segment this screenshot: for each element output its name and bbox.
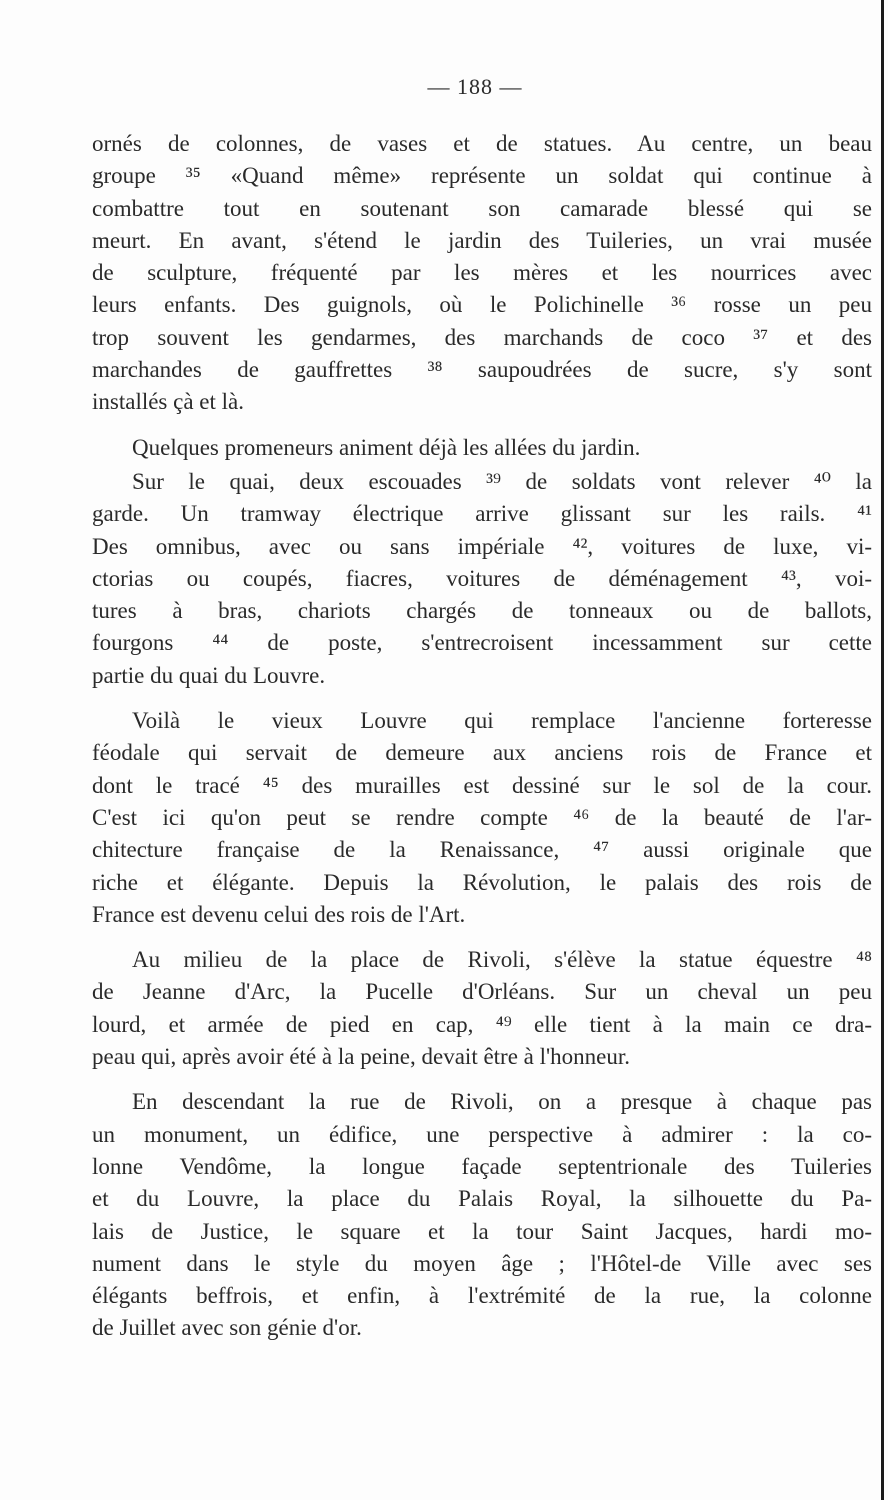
text-line: féodale qui servait de demeure aux anciens rois de France et	[92, 740, 872, 766]
text-line: Quelques promeneurs animent déjà les allées du jardin.	[132, 434, 641, 460]
text-line: Au milieu de la place de Rivoli, s'élève la statue équestre ⁴⁸	[132, 947, 872, 973]
text-line: France est devenu celui des rois de l'Art.	[92, 901, 466, 927]
text-line: peau qui, après avoir été à la peine, devait être à l'honneur.	[92, 1044, 631, 1070]
text-line: lais de Justice, le square et la tour Saint Jacques, hardi mo-	[92, 1218, 872, 1244]
text-line: ornés de colonnes, de vases et de statues. Au centre, un beau	[92, 131, 872, 156]
text-line: un monument, un édifice, une perspective à admirer : la co-	[92, 1121, 872, 1147]
paragraph-2	[92, 432, 872, 464]
text-line: Voilà le vieux Louvre qui remplace l'ancienne forteresse	[132, 708, 872, 734]
text-line: lourd, et armée de pied en cap, ⁴⁹ elle tient à la main ce dra-	[92, 1011, 872, 1037]
text-line: Sur le quai, deux escouades ³⁹ de soldats vont relever ⁴⁰ la	[132, 468, 872, 494]
paragraph-3	[92, 466, 872, 692]
text-line: fourgons ⁴⁴ de poste, s'entrecroisent incessamment sur cette	[92, 630, 872, 656]
text-line: de sculpture, fréquenté par les mères et les nourrices avec	[92, 260, 872, 286]
text-line: élégants beffrois, et enfin, à l'extrémité de la rue, la colonne	[92, 1283, 872, 1309]
text-line: marchandes de gauffrettes ³⁸ saupoudrées de sucre, s'y sont	[92, 357, 872, 383]
text-line: et du Louvre, la place du Palais Royal, la silhouette du Pa-	[92, 1186, 872, 1212]
text-line: garde. Un tramway électrique arrive glissant sur les rails. ⁴¹	[92, 501, 872, 527]
paragraph-4	[92, 705, 872, 931]
text-line: dont le tracé ⁴⁵ des murailles est dessiné sur le sol de la cour.	[92, 772, 872, 798]
text-line: partie du quai du Louvre.	[92, 662, 326, 688]
text-line: tures à bras, chariots chargés de tonneaux ou de ballots,	[92, 598, 872, 624]
text-line: En descendant la rue de Rivoli, on a presque à chaque pas	[132, 1089, 872, 1115]
paragraph-5	[92, 944, 872, 1073]
text-line: Des omnibus, avec ou sans impériale ⁴², voitures de luxe, vi-	[92, 533, 872, 559]
paragraph-1	[92, 128, 872, 419]
text-line: nument dans le style du moyen âge ; l'Hôtel-de Ville avec ses	[92, 1250, 872, 1276]
text-line: chitecture française de la Renaissance, ⁴⁷ aussi originale que	[92, 837, 872, 863]
text-line: de Juillet avec son génie d'or.	[92, 1315, 362, 1341]
text-line: installés çà et là.	[92, 389, 244, 415]
page-edge-line	[881, 0, 884, 1500]
text-line: leurs enfants. Des guignols, où le Polichinelle ³⁶ rosse un peu	[92, 292, 872, 318]
body-text	[92, 128, 872, 1345]
text-line: de Jeanne d'Arc, la Pucelle d'Orléans. Sur un cheval un peu	[92, 979, 872, 1005]
text-line: groupe ³⁵ «Quand même» représente un soldat qui continue à	[92, 163, 872, 189]
text-line: combattre tout en soutenant son camarade blessé qui se	[92, 195, 872, 221]
page-number: — 188 —	[427, 74, 523, 99]
text-line: riche et élégante. Depuis la Révolution, le palais des rois de	[92, 869, 872, 895]
paragraph-6	[92, 1086, 872, 1344]
text-line: ctorias ou coupés, fiacres, voitures de déménagement ⁴³, voi-	[92, 565, 872, 591]
text-line: lonne Vendôme, la longue façade septentrionale des Tuileries	[92, 1153, 872, 1179]
text-line: meurt. En avant, s'étend le jardin des Tuileries, un vrai musée	[92, 227, 872, 253]
text-line: trop souvent les gendarmes, des marchands de coco ³⁷ et des	[92, 324, 872, 350]
text-line: C'est ici qu'on peut se rendre compte ⁴⁶ de la beauté de l'ar-	[92, 804, 872, 830]
